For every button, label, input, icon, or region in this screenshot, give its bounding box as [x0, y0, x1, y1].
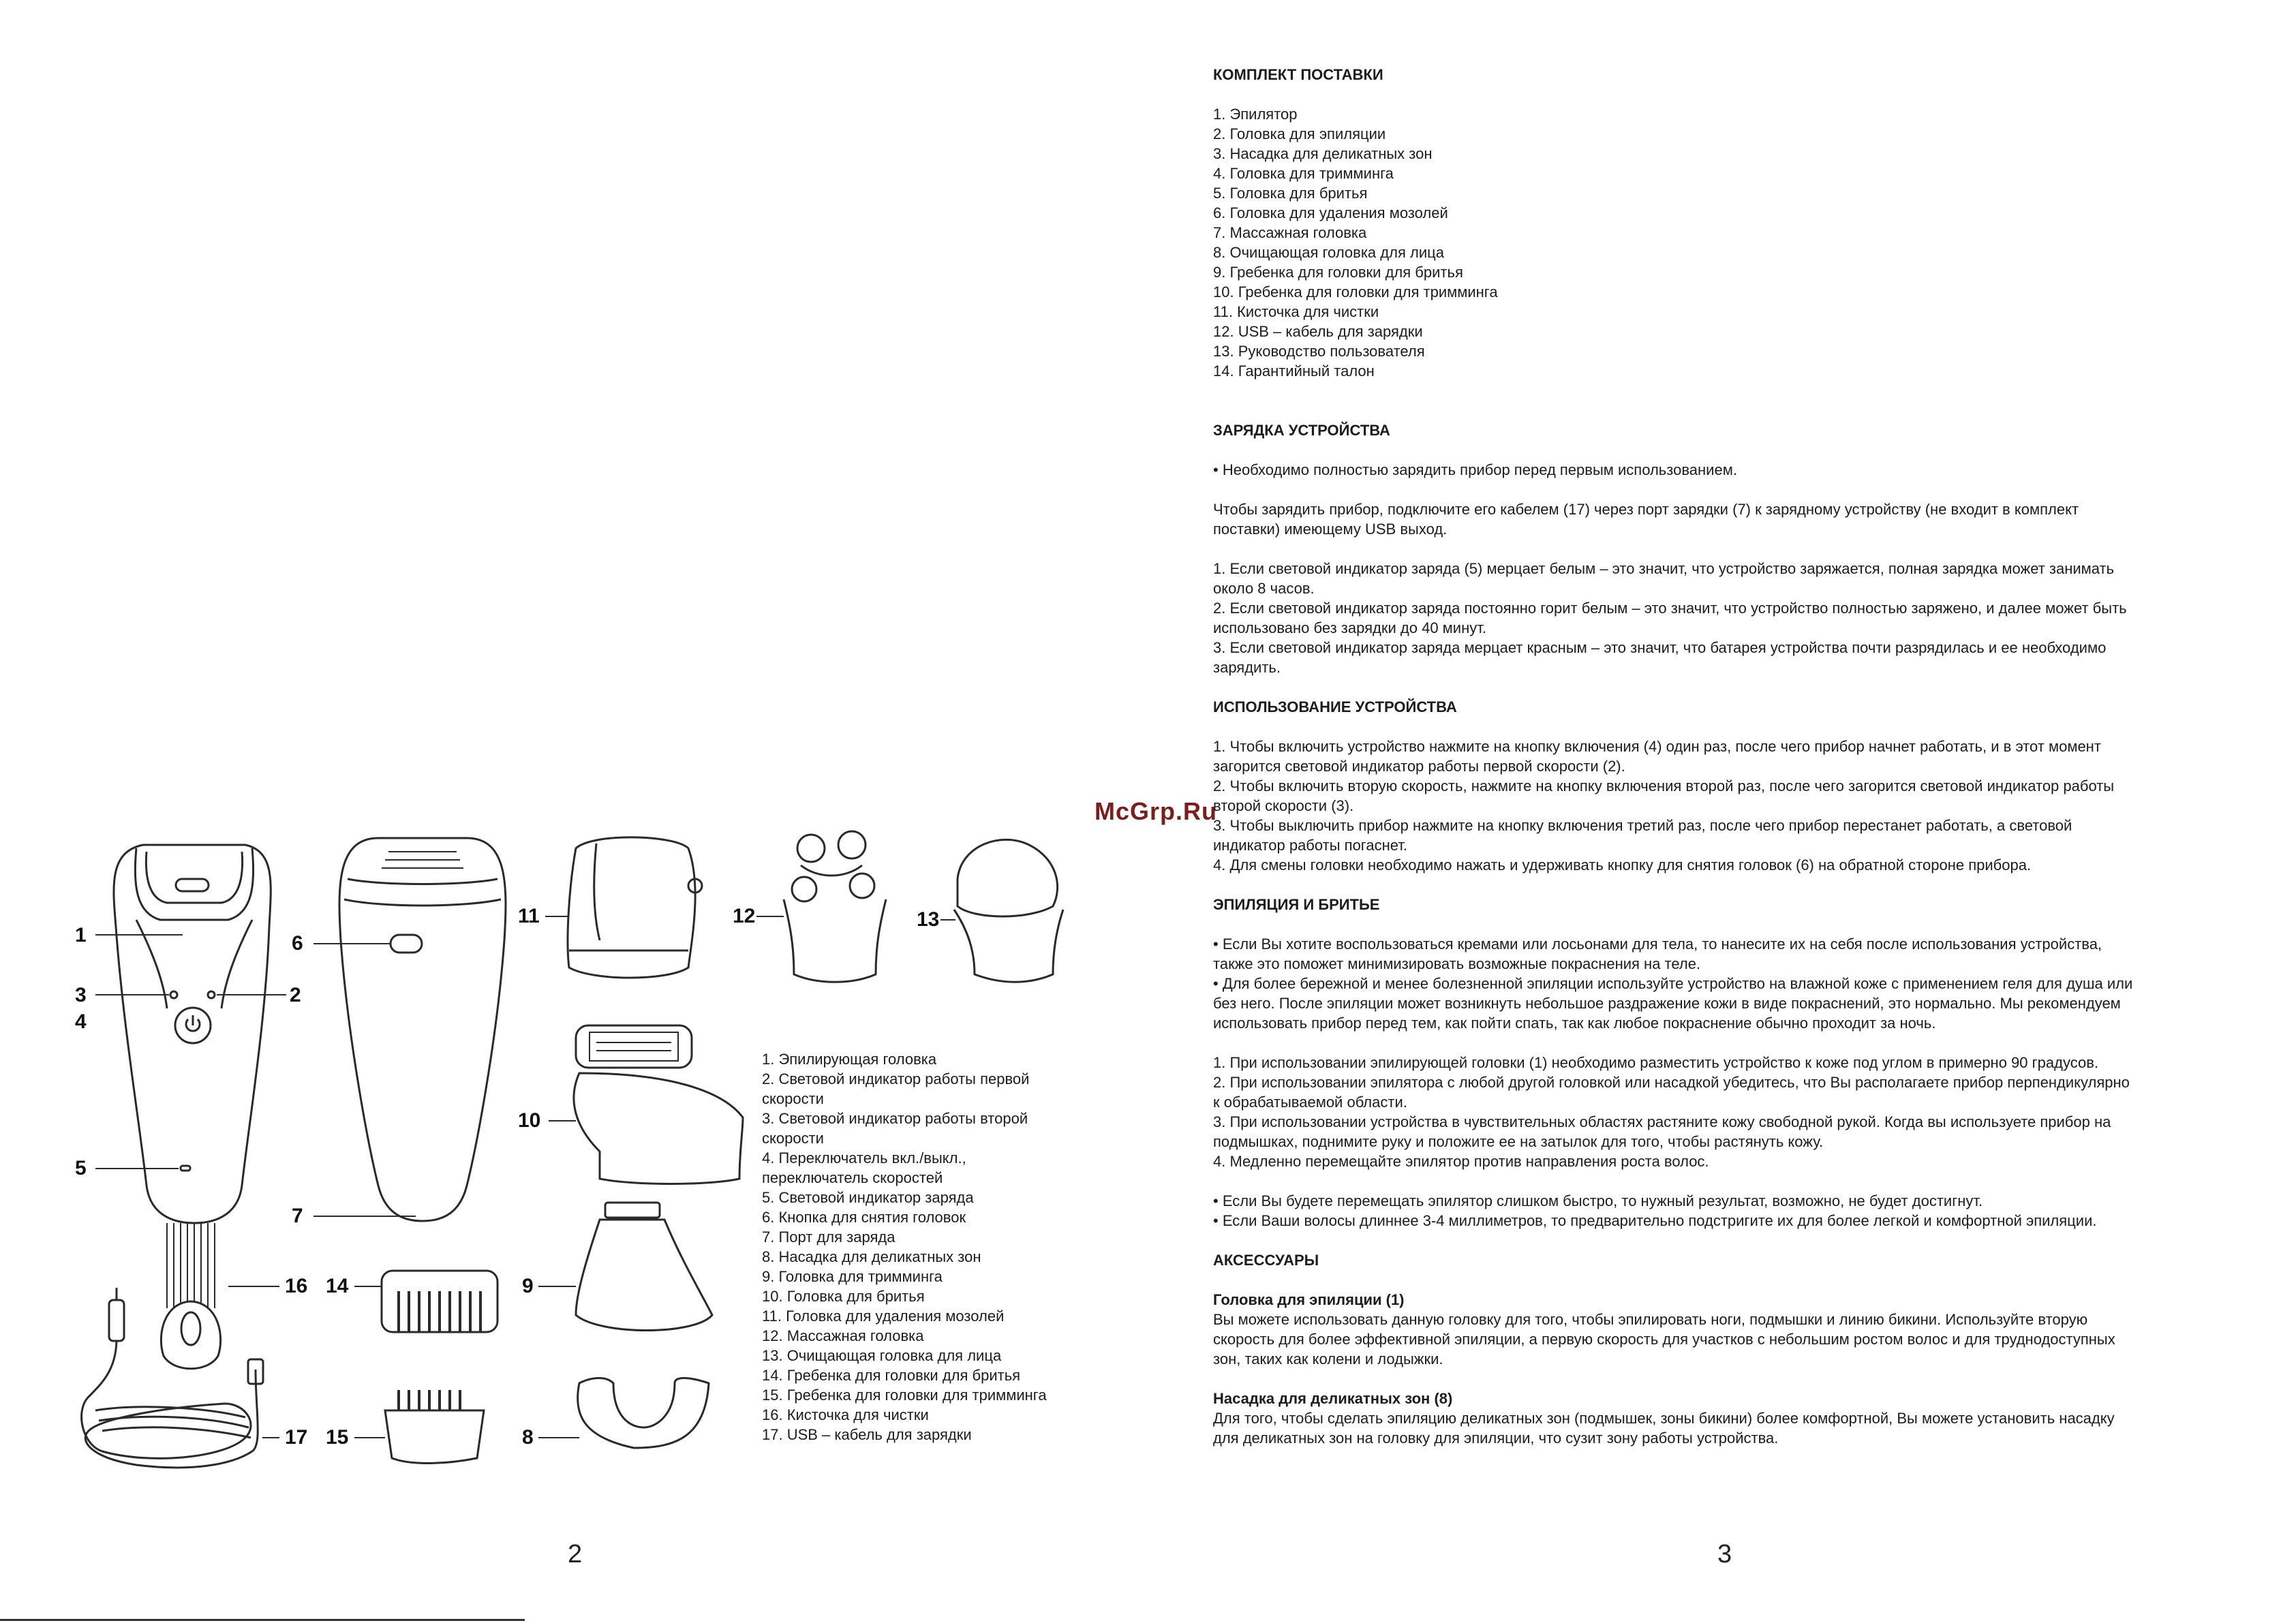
text-line: 3. При использовании устройства в чувствительных областях растяните кожу свободной рукой. Когда вы используете прибор на [1213, 1113, 2111, 1130]
text-line: скорость для более эффективной эпиляции, а первую скорость для участков с небольшим ростом волос и для труднодоступных [1213, 1331, 2115, 1348]
legend-line: 8. Насадка для деликатных зон [762, 1248, 981, 1265]
legend-line: 2. Световой индикатор работы первой [762, 1070, 1030, 1087]
text-line: использовать прибор перед тем, как пойти спать, так как любое покраснение обычно проходит за ночь. [1213, 1015, 1936, 1032]
legend-line: 10. Головка для бритья [762, 1288, 925, 1305]
accessory-paragraph [1213, 1310, 2263, 1369]
callout-14: 14 [326, 1275, 349, 1297]
text-line: • Если Ваши волосы длиннее 3-4 миллиметров, то предварительно подстригите их для более легкой и комфортной эпиляции. [1213, 1212, 2097, 1229]
charging-title: ЗАРЯДКА УСТРОЙСТВА [1213, 422, 1390, 439]
text-line: 4. Для смены головки необходимо нажать и удерживать кнопку для снятия головок (6) на обратной стороне прибора. [1213, 856, 2032, 874]
text-line: Для того, чтобы сделать эпиляцию деликатных зон (подмышек, зоны бикини) более комфортной, Вы можете установить насадку [1213, 1410, 2115, 1427]
epilation-paragraph [1213, 1053, 2263, 1171]
text-line: зон, таких как колени и лодыжки. [1213, 1350, 1443, 1367]
text-line: 3. Чтобы выключить прибор нажмите на кнопку включения третий раз, после чего прибор перестанет работать, а световой [1213, 817, 2072, 834]
accessory-subtitle: Насадка для деликатных зон (8) [1213, 1390, 1453, 1407]
text-line: 2. Если световой индикатор заряда постоянно горит белым – это значит, что устройство полностью заряжено, и далее может быть [1213, 600, 2127, 617]
right-page [1148, 0, 2296, 1623]
legend-line: 9. Головка для тримминга [762, 1268, 943, 1285]
callout-13: 13 [917, 908, 940, 931]
instructions-text [1213, 65, 2263, 1468]
epilation-paragraph [1213, 1191, 2263, 1231]
text-line: около 8 часов. [1213, 580, 1315, 597]
text-line: к обрабатываемой области. [1213, 1094, 1407, 1111]
text-line: 1. При использовании эпилирующей головки (1) необходимо разместить устройство к коже под углом в примерно 90 градусов. [1213, 1054, 2098, 1071]
callout-7: 7 [292, 1205, 303, 1227]
charging-paragraph: • Необходимо полностью зарядить прибор перед первым использованием. [1213, 461, 1737, 478]
legend-line: 12. Массажная головка [762, 1327, 924, 1344]
text-line: 1. Если световой индикатор заряда (5) мерцает белым – это значит, что устройство заряжается, полная зарядка может занимать [1213, 560, 2115, 577]
legend-line: 7. Порт для заряда [762, 1228, 896, 1246]
text-line: второй скорости (3). [1213, 797, 1354, 814]
shaving-head-drawing [549, 1025, 743, 1184]
kit-item: 7. Массажная головка [1213, 224, 1367, 241]
legend-line: 11. Головка для удаления мозолей [762, 1308, 1005, 1325]
kit-item: 1. Эпилятор [1213, 106, 1298, 123]
callout-17: 17 [285, 1426, 308, 1449]
text-line: поставки) имеющему USB выход. [1213, 521, 1448, 538]
accessory-subtitle: Головка для эпиляции (1) [1213, 1291, 1405, 1308]
kit-item: 4. Головка для тримминга [1213, 165, 1394, 182]
callout-3: 3 [75, 984, 87, 1006]
kit-item: 8. Очищающая головка для лица [1213, 244, 1444, 261]
comb-shave-drawing [354, 1271, 498, 1332]
legend-line: 5. Световой индикатор заряда [762, 1189, 974, 1206]
text-line: Чтобы зарядить прибор, подключите его кабелем (17) через порт зарядки (7) к зарядному устройству (не входит в комплект [1213, 501, 2079, 518]
text-line: • Для более бережной и менее болезненной эпиляции используйте устройство на влажной коже с применением геля для душа или [1213, 975, 2133, 992]
text-line: 1. Чтобы включить устройство нажмите на кнопку включения (4) один раз, после чего прибор начнет работать, и в этот момент [1213, 738, 2101, 755]
callout-16: 16 [285, 1275, 308, 1297]
charging-paragraph [1213, 499, 2263, 539]
text-line: 2. При использовании эпилятора с любой другой головкой или насадкой убедитесь, что Вы располагаете прибор перпендикулярно [1213, 1074, 2130, 1091]
kit-list [1213, 104, 2263, 381]
callus-head-drawing [545, 837, 702, 978]
legend-line: переключатель скоростей [762, 1169, 943, 1186]
kit-item: 5. Головка для бритья [1213, 185, 1368, 202]
bottom-rule-left [0, 1619, 525, 1621]
kit-title: КОМПЛЕКТ ПОСТАВКИ [1213, 66, 1383, 83]
legend-line: 3. Световой индикатор работы второй [762, 1110, 1028, 1127]
kit-item: 13. Руководство пользователя [1213, 343, 1425, 360]
kit-item: 11. Кисточка для чистки [1213, 303, 1379, 320]
charging-paragraph [1213, 559, 2263, 677]
page-number-left: 2 [568, 1540, 583, 1568]
cleaning-brush-drawing [161, 1223, 279, 1369]
kit-item: 9. Гребенка для головки для бритья [1213, 264, 1463, 281]
accessory-paragraph [1213, 1408, 2263, 1448]
callout-1: 1 [75, 924, 87, 946]
face-brush-drawing [940, 839, 1063, 982]
text-line: для деликатных зон на головку для эпиляции, что сузит зону работы устройства. [1213, 1429, 1779, 1447]
callout-15: 15 [326, 1426, 349, 1449]
text-line: загорится световой индикатор работы первой скорости (2). [1213, 758, 1625, 775]
watermark: McGrp.Ru [1095, 797, 1218, 825]
delicate-cap-drawing [538, 1378, 709, 1449]
callout-6: 6 [292, 932, 303, 955]
text-line: 3. Если световой индикатор заряда мерцает красным – это значит, что батарея устройства почти разрядилась и ее необходимо [1213, 639, 2107, 656]
text-line: Вы можете использовать данную головку для того, чтобы эпилировать ноги, подмышки и линию бикини. Используйте вторую [1213, 1311, 2088, 1328]
legend-line: 15. Гребенка для головки для тримминга [762, 1387, 1047, 1404]
text-line: также это поможет минимизировать возможные покраснения на теле. [1213, 955, 1701, 972]
legend-line: 1. Эпилирующая головка [762, 1051, 937, 1068]
text-line: 4. Медленно перемещайте эпилятор против направления роста волос. [1213, 1153, 1709, 1170]
usage-paragraph [1213, 737, 2263, 875]
text-line: индикатор работы погаснет. [1213, 837, 1407, 854]
text-line: использовано без зарядки до 40 минут. [1213, 619, 1486, 636]
legend-line: 14. Гребенка для головки для бритья [762, 1367, 1021, 1384]
trimming-head-drawing [538, 1203, 712, 1331]
text-line: зарядить. [1213, 659, 1281, 676]
epilation-title: ЭПИЛЯЦИЯ И БРИТЬЕ [1213, 896, 1380, 913]
text-line: • Если Вы хотите воспользоваться кремами или лосьонами для тела, то нанесите их на себя после использования устройства, [1213, 936, 2102, 953]
legend-line: скорости [762, 1130, 824, 1147]
text-line: подмышках, поднимите руку и положите ее на затылок для того, чтобы растянуть кожу. [1213, 1133, 1824, 1150]
text-line: без него. После эпиляции может возникнуть небольшое раздражение кожи в виде покраснений, это нормально. Мы рекомендуем [1213, 995, 2121, 1012]
callout-4: 4 [75, 1010, 87, 1033]
callout-8: 8 [522, 1426, 534, 1449]
callout-12: 12 [733, 905, 756, 927]
epilator-back-drawing [313, 838, 506, 1221]
text-line: 2. Чтобы включить вторую скорость, нажмите на кнопку включения второй раз, после чего загорится световой индикатор работы [1213, 777, 2115, 794]
epilation-paragraph [1213, 934, 2263, 1033]
legend-line: 6. Кнопка для снятия головок [762, 1209, 966, 1226]
callout-9: 9 [522, 1275, 534, 1297]
epilator-front-drawing [95, 845, 286, 1223]
comb-trim-drawing [354, 1390, 484, 1464]
callout-10: 10 [518, 1109, 541, 1132]
kit-item: 10. Гребенка для головки для тримминга [1213, 283, 1498, 300]
page-number-right: 3 [1717, 1540, 1732, 1568]
usage-title: ИСПОЛЬЗОВАНИЕ УСТРОЙСТВА [1213, 698, 1457, 715]
callout-2: 2 [290, 984, 301, 1006]
massage-head-drawing [756, 831, 886, 982]
callout-11: 11 [518, 905, 540, 927]
legend-line: 17. USB – кабель для зарядки [762, 1426, 972, 1443]
legend-line: 13. Очищающая головка для лица [762, 1347, 1002, 1364]
kit-item: 6. Головка для удаления мозолей [1213, 204, 1448, 221]
legend-line: скорости [762, 1090, 824, 1107]
parts-legend [762, 1049, 1116, 1444]
kit-item: 12. USB – кабель для зарядки [1213, 323, 1423, 340]
kit-item: 2. Головка для эпиляции [1213, 125, 1386, 142]
kit-item: 14. Гарантийный талон [1213, 362, 1375, 380]
legend-line: 4. Переключатель вкл./выкл., [762, 1149, 966, 1166]
text-line: • Если Вы будете перемещать эпилятор слишком быстро, то нужный результат, возможно, не будет достигнут. [1213, 1192, 1983, 1209]
legend-line: 16. Кисточка для чистки [762, 1406, 929, 1423]
accessories-title: АКСЕССУАРЫ [1213, 1252, 1319, 1269]
callout-5: 5 [75, 1157, 87, 1179]
kit-item: 3. Насадка для деликатных зон [1213, 145, 1433, 162]
